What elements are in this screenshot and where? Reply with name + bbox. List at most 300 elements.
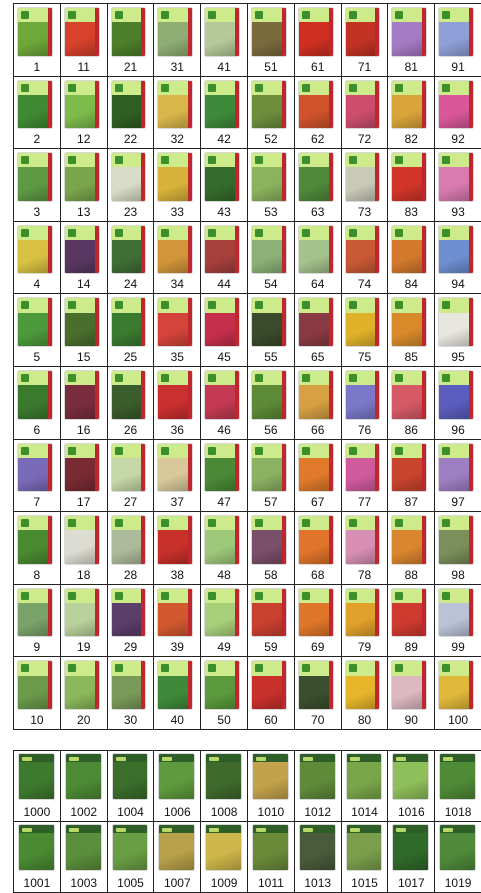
seed-packet-cell[interactable] xyxy=(14,221,61,294)
packet-photo xyxy=(346,313,376,346)
packet-number: 14 xyxy=(77,277,91,292)
packet-label-band xyxy=(158,589,192,603)
seed-packet-image xyxy=(18,226,52,274)
packet-label-band xyxy=(65,371,99,385)
packet-photo xyxy=(439,95,469,128)
bean-packet-cell[interactable] xyxy=(61,751,108,822)
packet-brand-stripe xyxy=(375,81,379,129)
bean-packet-cell[interactable] xyxy=(154,751,201,822)
packet-photo xyxy=(18,313,48,346)
packet-label-band xyxy=(205,444,239,458)
packet-label-band xyxy=(439,81,473,95)
packet-number: 1001 xyxy=(23,876,51,890)
seed-packet-cell[interactable] xyxy=(108,656,155,729)
packet-number: 7 xyxy=(33,495,41,510)
seed-packet-cell[interactable] xyxy=(388,148,435,221)
seed-packet-image xyxy=(65,661,99,709)
seed-packet-cell[interactable] xyxy=(342,439,389,512)
packet-label-band xyxy=(392,371,426,385)
bean-packet-cell[interactable] xyxy=(295,822,342,893)
seed-packet-cell[interactable] xyxy=(14,148,61,221)
seed-packet-cell[interactable] xyxy=(248,293,295,366)
packet-brand-stripe xyxy=(141,8,145,56)
packet-label-band xyxy=(205,661,239,675)
packet-label-band xyxy=(65,661,99,675)
seed-packet-cell[interactable] xyxy=(154,148,201,221)
seed-packet-cell[interactable] xyxy=(295,656,342,729)
seed-packet-cell[interactable] xyxy=(108,439,155,512)
seed-packet-image xyxy=(252,516,286,564)
packet-brand-stripe xyxy=(329,371,333,419)
seed-packet-image xyxy=(299,81,333,129)
packet-photo xyxy=(392,603,422,636)
seed-packet-cell[interactable] xyxy=(248,221,295,294)
seed-packet-cell[interactable] xyxy=(201,293,248,366)
seed-packet-image xyxy=(346,226,380,274)
packet-number: 1007 xyxy=(163,876,191,890)
packet-number: 43 xyxy=(217,204,231,219)
seed-packet-cell[interactable] xyxy=(295,366,342,439)
seed-packet-cell[interactable] xyxy=(61,76,108,149)
packet-label-band xyxy=(112,444,146,458)
packet-photo xyxy=(392,676,422,709)
packet-number: 77 xyxy=(357,495,372,510)
seed-packet-cell[interactable] xyxy=(435,293,481,366)
packet-brand-stripe xyxy=(422,81,426,129)
seed-packet-cell[interactable] xyxy=(201,3,248,76)
seed-packet-cell[interactable] xyxy=(61,221,108,294)
packet-label-band xyxy=(158,153,192,167)
packet-number: 54 xyxy=(264,277,278,292)
packet-label-band xyxy=(346,661,380,675)
seed-packet-cell[interactable] xyxy=(435,221,481,294)
seed-packet-cell[interactable] xyxy=(154,3,201,76)
seed-packet-cell[interactable] xyxy=(295,76,342,149)
seed-packet-image xyxy=(65,444,99,492)
packet-number: 93 xyxy=(451,204,465,219)
seed-packet-image xyxy=(299,444,333,492)
packet-photo xyxy=(205,458,235,491)
packet-number: 16 xyxy=(77,422,91,437)
packet-number: 18 xyxy=(77,567,91,582)
seed-packet-cell[interactable] xyxy=(342,511,389,584)
seed-packet-cell[interactable] xyxy=(61,3,108,76)
bean-packet-cell[interactable] xyxy=(342,822,389,893)
seed-packet-cell[interactable] xyxy=(108,148,155,221)
seed-packet-image xyxy=(158,371,192,419)
packet-number: 71 xyxy=(357,59,372,74)
seed-packet-image xyxy=(299,226,333,274)
seed-packet-image xyxy=(252,298,286,346)
seed-packet-cell[interactable] xyxy=(295,148,342,221)
bean-packet-cell[interactable] xyxy=(435,751,481,822)
packet-label-band xyxy=(392,589,426,603)
seed-packet-cell[interactable] xyxy=(201,439,248,512)
seed-packet-cell[interactable] xyxy=(154,293,201,366)
packet-photo xyxy=(159,833,194,870)
packet-photo xyxy=(66,762,101,799)
seed-packet-cell[interactable] xyxy=(295,584,342,657)
packet-label-band xyxy=(299,661,333,675)
packet-number: 55 xyxy=(264,349,278,364)
packet-photo xyxy=(392,530,422,563)
packet-brand-stripe xyxy=(422,444,426,492)
packet-number: 40 xyxy=(170,712,184,727)
seed-packet-cell[interactable] xyxy=(295,3,342,76)
packet-brand-stripe xyxy=(282,589,286,637)
seed-packet-cell[interactable] xyxy=(61,293,108,366)
seed-packet-image xyxy=(112,444,146,492)
packet-brand-stripe xyxy=(375,661,379,709)
seed-packet-cell[interactable] xyxy=(342,656,389,729)
bean-packet-cell[interactable] xyxy=(248,822,295,893)
bean-packet-cell[interactable] xyxy=(248,751,295,822)
seed-packet-cell[interactable] xyxy=(435,76,481,149)
seed-packet-image xyxy=(158,8,192,56)
seed-packet-cell[interactable] xyxy=(295,439,342,512)
seed-packet-cell[interactable] xyxy=(388,584,435,657)
seed-packet-cell[interactable] xyxy=(14,584,61,657)
packet-label-band xyxy=(300,825,335,833)
seed-packet-image xyxy=(205,298,239,346)
packet-brand-stripe xyxy=(48,661,52,709)
seed-packet-image xyxy=(300,754,335,799)
bean-packet-cell[interactable] xyxy=(108,822,155,893)
seed-packet-cell[interactable] xyxy=(14,293,61,366)
seed-packet-cell[interactable] xyxy=(14,439,61,512)
packet-brand-stripe xyxy=(375,226,379,274)
packet-brand-stripe xyxy=(48,371,52,419)
seed-packet-cell[interactable] xyxy=(201,76,248,149)
seed-packet-cell[interactable] xyxy=(108,76,155,149)
packet-number: 6 xyxy=(33,422,41,437)
packet-number: 41 xyxy=(217,59,231,74)
bean-packet-cell[interactable] xyxy=(295,751,342,822)
seed-packet-image xyxy=(206,754,241,799)
packet-label-band xyxy=(18,226,52,240)
packet-label-band xyxy=(346,516,380,530)
seed-packet-cell[interactable] xyxy=(388,656,435,729)
seed-packet-image xyxy=(112,153,146,201)
seed-packet-image xyxy=(392,444,426,492)
seed-packet-cell[interactable] xyxy=(248,511,295,584)
packet-label-band xyxy=(205,298,239,312)
packet-number: 31 xyxy=(170,59,184,74)
seed-packet-cell[interactable] xyxy=(342,584,389,657)
packet-number: 59 xyxy=(264,640,278,655)
packet-label-band xyxy=(66,754,101,762)
bean-packet-cell[interactable] xyxy=(388,822,435,893)
seed-packet-cell[interactable] xyxy=(14,366,61,439)
bean-packet-cell[interactable] xyxy=(201,751,248,822)
packet-label-band xyxy=(18,661,52,675)
seed-packet-cell[interactable] xyxy=(154,366,201,439)
seed-packet-cell[interactable] xyxy=(108,3,155,76)
packet-label-band xyxy=(439,371,473,385)
seed-packet-cell[interactable] xyxy=(14,511,61,584)
seed-packet-image xyxy=(65,81,99,129)
packet-photo xyxy=(253,762,288,799)
seed-packet-cell[interactable] xyxy=(248,366,295,439)
packet-number: 2 xyxy=(33,132,41,147)
seed-packet-cell[interactable] xyxy=(295,511,342,584)
seed-packet-image xyxy=(346,661,380,709)
seed-packet-cell[interactable] xyxy=(61,511,108,584)
seed-packet-cell[interactable] xyxy=(388,293,435,366)
packet-number: 10 xyxy=(30,712,44,727)
seed-packet-cell[interactable] xyxy=(435,148,481,221)
seed-packet-cell[interactable] xyxy=(342,76,389,149)
seed-packet-cell[interactable] xyxy=(248,584,295,657)
packet-label-band xyxy=(346,8,380,22)
seed-packet-cell[interactable] xyxy=(154,439,201,512)
packet-label-band xyxy=(439,298,473,312)
seed-packet-cell[interactable] xyxy=(388,511,435,584)
seed-packet-cell[interactable] xyxy=(154,584,201,657)
packet-label-band xyxy=(439,444,473,458)
packet-brand-stripe xyxy=(141,298,145,346)
packet-brand-stripe xyxy=(469,444,473,492)
bean-packet-cell[interactable] xyxy=(61,822,108,893)
packet-number: 1006 xyxy=(163,805,191,819)
packet-brand-stripe xyxy=(188,661,192,709)
packet-photo xyxy=(65,240,95,273)
seed-packet-cell[interactable] xyxy=(61,366,108,439)
packet-number: 76 xyxy=(357,422,372,437)
seed-packet-image xyxy=(18,371,52,419)
seed-packet-cell[interactable] xyxy=(154,76,201,149)
packet-number: 97 xyxy=(451,495,465,510)
seed-packet-cell[interactable] xyxy=(108,366,155,439)
packet-number: 88 xyxy=(404,567,418,582)
packet-photo xyxy=(440,833,475,870)
seed-packet-cell[interactable] xyxy=(435,439,481,512)
packet-number: 1004 xyxy=(117,805,144,819)
packet-number: 15 xyxy=(77,349,91,364)
seed-packet-image xyxy=(392,81,426,129)
seed-packet-cell[interactable] xyxy=(342,366,389,439)
packet-brand-stripe xyxy=(48,8,52,56)
packet-label-band xyxy=(112,81,146,95)
packet-label-band xyxy=(252,153,286,167)
seed-packet-image xyxy=(439,589,473,637)
seed-packet-cell[interactable] xyxy=(295,221,342,294)
packet-label-band xyxy=(205,81,239,95)
seed-packet-cell[interactable] xyxy=(61,656,108,729)
bean-packet-cell[interactable] xyxy=(14,751,61,822)
packet-brand-stripe xyxy=(188,153,192,201)
packet-label-band xyxy=(66,825,101,833)
packet-number: 53 xyxy=(264,204,278,219)
seed-packet-cell[interactable] xyxy=(154,221,201,294)
seed-packet-cell[interactable] xyxy=(342,293,389,366)
seed-packet-cell[interactable] xyxy=(342,221,389,294)
seed-packet-image xyxy=(347,825,382,870)
seed-packet-image xyxy=(439,661,473,709)
packet-number: 90 xyxy=(404,712,418,727)
packet-photo xyxy=(252,385,282,418)
seed-packet-cell[interactable] xyxy=(201,366,248,439)
seed-packet-image xyxy=(205,444,239,492)
bean-packet-cell[interactable] xyxy=(201,822,248,893)
packet-photo xyxy=(18,22,48,55)
seed-packet-cell[interactable] xyxy=(248,656,295,729)
packet-number: 49 xyxy=(217,640,231,655)
packet-photo xyxy=(158,676,188,709)
seed-packet-image xyxy=(158,298,192,346)
seed-packet-image xyxy=(393,754,428,799)
seed-packet-image xyxy=(205,661,239,709)
packet-photo xyxy=(299,676,329,709)
bean-packet-cell[interactable] xyxy=(14,822,61,893)
packet-brand-stripe xyxy=(422,661,426,709)
seed-packet-image xyxy=(393,825,428,870)
seed-packet-cell[interactable] xyxy=(201,656,248,729)
packet-brand-stripe xyxy=(141,589,145,637)
seed-packet-cell[interactable] xyxy=(388,221,435,294)
packet-number: 32 xyxy=(170,132,184,147)
packet-photo xyxy=(205,385,235,418)
seed-packet-image xyxy=(18,516,52,564)
packet-brand-stripe xyxy=(188,226,192,274)
seed-packet-cell[interactable] xyxy=(61,584,108,657)
packet-number: 100 xyxy=(448,712,469,727)
bean-packet-cell[interactable] xyxy=(108,751,155,822)
packet-number: 30 xyxy=(123,712,138,727)
packet-photo xyxy=(18,385,48,418)
seed-packet-image xyxy=(65,298,99,346)
seed-packet-cell[interactable] xyxy=(342,148,389,221)
seed-packet-cell[interactable] xyxy=(248,76,295,149)
seed-packet-image xyxy=(299,8,333,56)
bean-packet-cell[interactable] xyxy=(435,822,481,893)
seed-packet-cell[interactable] xyxy=(108,584,155,657)
packet-label-band xyxy=(392,153,426,167)
packet-label-band xyxy=(158,661,192,675)
bean-packet-cell[interactable] xyxy=(388,751,435,822)
seed-packet-image xyxy=(392,298,426,346)
seed-packet-cell[interactable] xyxy=(201,584,248,657)
packet-number: 1012 xyxy=(304,805,332,819)
packet-brand-stripe xyxy=(235,516,239,564)
packet-label-band xyxy=(112,371,146,385)
packet-number: 1000 xyxy=(23,805,51,819)
seed-packet-cell[interactable] xyxy=(248,3,295,76)
packet-brand-stripe xyxy=(469,661,473,709)
seed-packet-image xyxy=(252,444,286,492)
packet-photo xyxy=(18,603,48,636)
seed-packet-cell[interactable] xyxy=(435,366,481,439)
seed-packet-cell[interactable] xyxy=(295,293,342,366)
packet-photo xyxy=(18,676,48,709)
seed-packet-cell[interactable] xyxy=(388,366,435,439)
seed-packet-cell[interactable] xyxy=(201,511,248,584)
packet-brand-stripe xyxy=(95,8,99,56)
packet-label-band xyxy=(252,516,286,530)
packet-brand-stripe xyxy=(95,153,99,201)
packet-photo xyxy=(205,22,235,55)
packet-photo xyxy=(439,167,469,200)
packet-photo xyxy=(252,603,282,636)
seed-packet-cell[interactable] xyxy=(201,221,248,294)
seed-packet-cell[interactable] xyxy=(154,656,201,729)
seed-packet-image xyxy=(440,754,475,799)
packet-brand-stripe xyxy=(329,298,333,346)
packet-brand-stripe xyxy=(329,153,333,201)
seed-packet-image xyxy=(205,226,239,274)
seed-packet-cell[interactable] xyxy=(435,511,481,584)
packet-label-band xyxy=(65,444,99,458)
seed-packet-cell[interactable] xyxy=(342,3,389,76)
packet-label-band xyxy=(205,8,239,22)
seed-packet-image xyxy=(205,589,239,637)
seed-packet-cell[interactable] xyxy=(435,3,481,76)
packet-label-band xyxy=(346,444,380,458)
packet-number: 35 xyxy=(170,349,184,364)
seed-packet-cell[interactable] xyxy=(388,76,435,149)
seed-packet-cell[interactable] xyxy=(14,656,61,729)
seed-packet-cell[interactable] xyxy=(61,439,108,512)
seed-packet-image xyxy=(392,371,426,419)
seed-packet-cell[interactable] xyxy=(108,293,155,366)
packet-brand-stripe xyxy=(95,81,99,129)
packet-brand-stripe xyxy=(422,8,426,56)
seed-packet-cell[interactable] xyxy=(435,584,481,657)
seed-packet-cell[interactable] xyxy=(14,76,61,149)
seed-packet-cell[interactable] xyxy=(154,511,201,584)
packet-label-band xyxy=(252,8,286,22)
packet-number: 22 xyxy=(123,132,138,147)
packet-photo xyxy=(346,385,376,418)
packet-label-band xyxy=(205,371,239,385)
bean-packet-cell[interactable] xyxy=(342,751,389,822)
packet-brand-stripe xyxy=(48,444,52,492)
seed-packet-image xyxy=(66,754,101,799)
packet-label-band xyxy=(299,589,333,603)
packet-label-band xyxy=(19,754,54,762)
seed-packet-cell[interactable] xyxy=(248,439,295,512)
seed-packet-image xyxy=(252,371,286,419)
seed-packet-cell[interactable] xyxy=(108,511,155,584)
seed-packet-cell[interactable] xyxy=(388,3,435,76)
seed-packet-cell[interactable] xyxy=(14,3,61,76)
seed-packet-image xyxy=(252,589,286,637)
seed-packet-cell[interactable] xyxy=(61,148,108,221)
packet-label-band xyxy=(439,661,473,675)
packet-number: 79 xyxy=(357,640,372,655)
seed-packet-image xyxy=(299,153,333,201)
seed-packet-cell[interactable] xyxy=(108,221,155,294)
seed-packet-image xyxy=(253,754,288,799)
packet-number: 86 xyxy=(404,422,418,437)
seed-packet-image xyxy=(392,661,426,709)
seed-packet-cell[interactable] xyxy=(388,439,435,512)
packet-number: 62 xyxy=(311,132,325,147)
packet-brand-stripe xyxy=(141,516,145,564)
packet-photo xyxy=(158,530,188,563)
packet-photo xyxy=(158,240,188,273)
bean-packet-cell[interactable] xyxy=(154,822,201,893)
seed-packet-cell[interactable] xyxy=(201,148,248,221)
packet-number: 80 xyxy=(357,712,372,727)
packet-photo xyxy=(158,167,188,200)
packet-brand-stripe xyxy=(469,8,473,56)
packet-photo xyxy=(65,22,95,55)
packet-photo xyxy=(392,458,422,491)
seed-packet-cell[interactable] xyxy=(248,148,295,221)
seed-packet-cell[interactable] xyxy=(435,656,481,729)
packet-label-band xyxy=(252,81,286,95)
